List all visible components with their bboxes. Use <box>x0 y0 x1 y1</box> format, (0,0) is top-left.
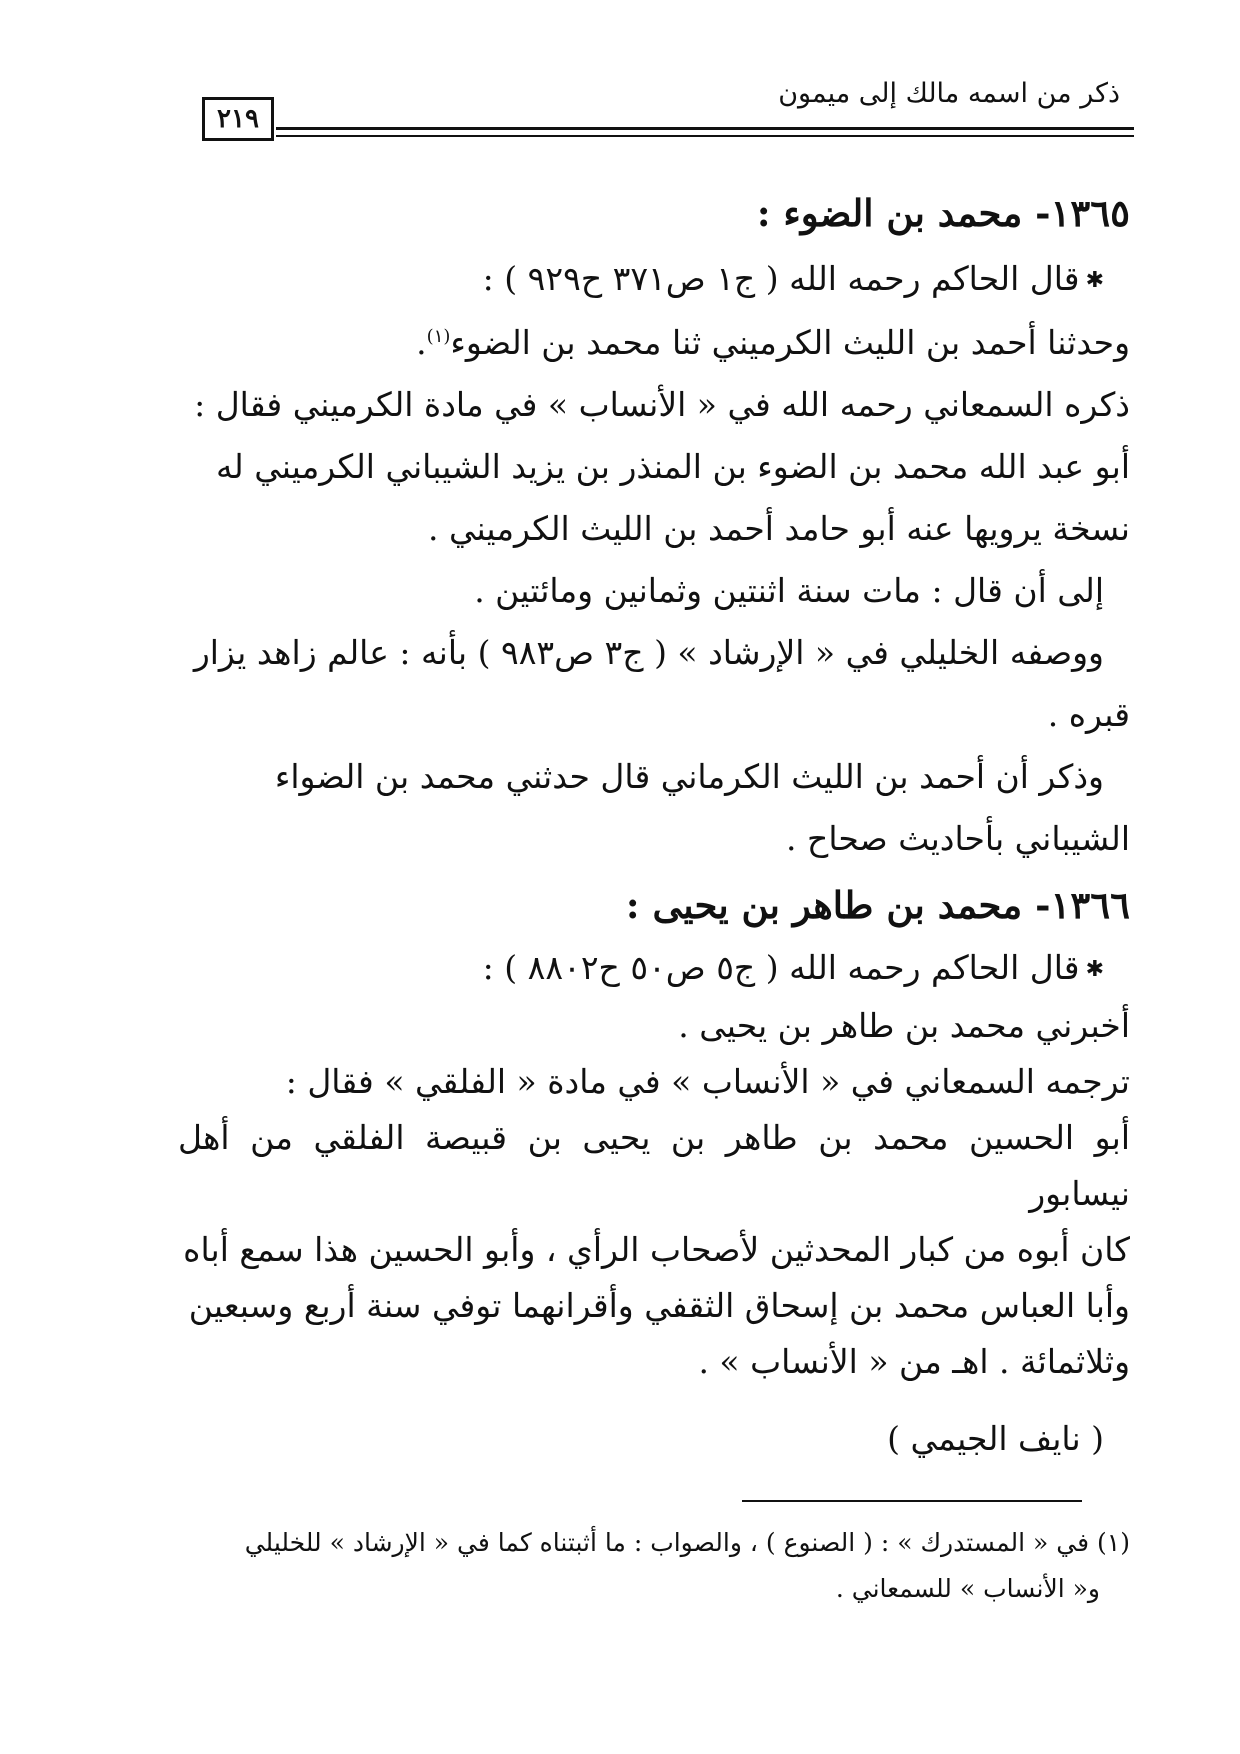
footnote-separator <box>742 1500 1082 1502</box>
page-number: ٢١٩ <box>202 97 274 141</box>
hadith-line: وحدثنا أحمد بن الليث الكرميني ثنا محمد بن الضوء <box>450 323 1130 362</box>
star-bullet-icon: ✱ <box>1085 957 1104 982</box>
paragraph-line: إلى أن قال : مات سنة اثنتين وثمانين ومائتين . <box>474 571 1104 610</box>
running-head: ذكر من اسمه مالك إلى ميمون <box>778 78 1120 109</box>
paragraph-line: كان أبوه من كبار المحدثين لأصحاب الرأي ، وأبو الحسين هذا سمع أباه <box>183 1230 1130 1269</box>
footnote-1-line1: (١) في « المستدرك » : ( الصنوع ) ، والصواب : ما أثبتناه كما في « الإرشاد » للخليلي <box>244 1528 1130 1557</box>
author-signature: ( نايف الجيمي ) <box>887 1419 1104 1458</box>
entry-title-1366: ١٣٦٦- محمد بن طاهر بن يحيى : <box>625 883 1130 927</box>
footnote-1-line2: و« الأنساب » للسمعاني . <box>835 1574 1100 1603</box>
paragraph-line: أخبرني محمد بن طاهر بن يحيى . <box>678 1006 1130 1045</box>
star-bullet-icon: ✱ <box>1085 268 1104 293</box>
paragraph-line: ترجمه السمعاني في « الأنساب » في مادة « الفلقي » فقال : <box>285 1062 1130 1101</box>
paragraph-line: أبو عبد الله محمد بن الضوء بن المنذر بن يزيد الشيباني الكرميني له <box>215 447 1130 486</box>
paragraph-line: ذكره السمعاني رحمه الله في « الأنساب » في مادة الكرميني فقال : <box>194 385 1130 424</box>
paragraph-line <box>178 940 1130 998</box>
paragraph-line: قبره . <box>1047 695 1130 734</box>
paragraph-line: وثلاثمائة . اهـ من « الأنساب » . <box>698 1342 1130 1381</box>
paragraph-line: نسخة يرويها عنه أبو حامد أحمد بن الليث الكرميني . <box>427 509 1130 548</box>
citation-line: قال الحاكم رحمه الله ( ج١ ص٣٧١ ح٩٢٩ ) : <box>482 259 1080 298</box>
paragraph-line: وأبا العباس محمد بن إسحاق الثقفي وأقرانهما توفي سنة أربع وسبعين <box>188 1286 1130 1325</box>
footnote-marker[interactable]: (١) <box>426 326 451 347</box>
citation-line: قال الحاكم رحمه الله ( ج٥ ص٥٠ ح٨٨٠٢ ) : <box>482 948 1080 987</box>
paragraph-line: الشيباني بأحاديث صحاح . <box>786 819 1130 858</box>
header-rule-thin <box>276 135 1134 137</box>
paragraph-line: أبو الحسين محمد بن طاهر بن يحيى بن قبيصة الفلقي من أهل نيسابور <box>178 1118 1130 1213</box>
main-text <box>178 178 1130 1470</box>
paragraph-line <box>178 248 1130 312</box>
footnotes <box>178 1520 1130 1612</box>
entry-title-1365: ١٣٦٥- محمد بن الضوء : <box>756 191 1130 235</box>
header-rule-thick <box>276 127 1134 130</box>
paragraph-line: وحدثنا أحمد بن الليث الكرميني ثنا محمد بن الضوء$^{(١)}$. <box>416 323 1130 362</box>
paragraph-line: وذكر أن أحمد بن الليث الكرماني قال حدثني محمد بن الضواء <box>274 757 1104 796</box>
paragraph-line: ووصفه الخليلي في « الإرشاد » ( ج٣ ص٩٨٣ ) بأنه : عالم زاهد يزار <box>193 633 1104 672</box>
